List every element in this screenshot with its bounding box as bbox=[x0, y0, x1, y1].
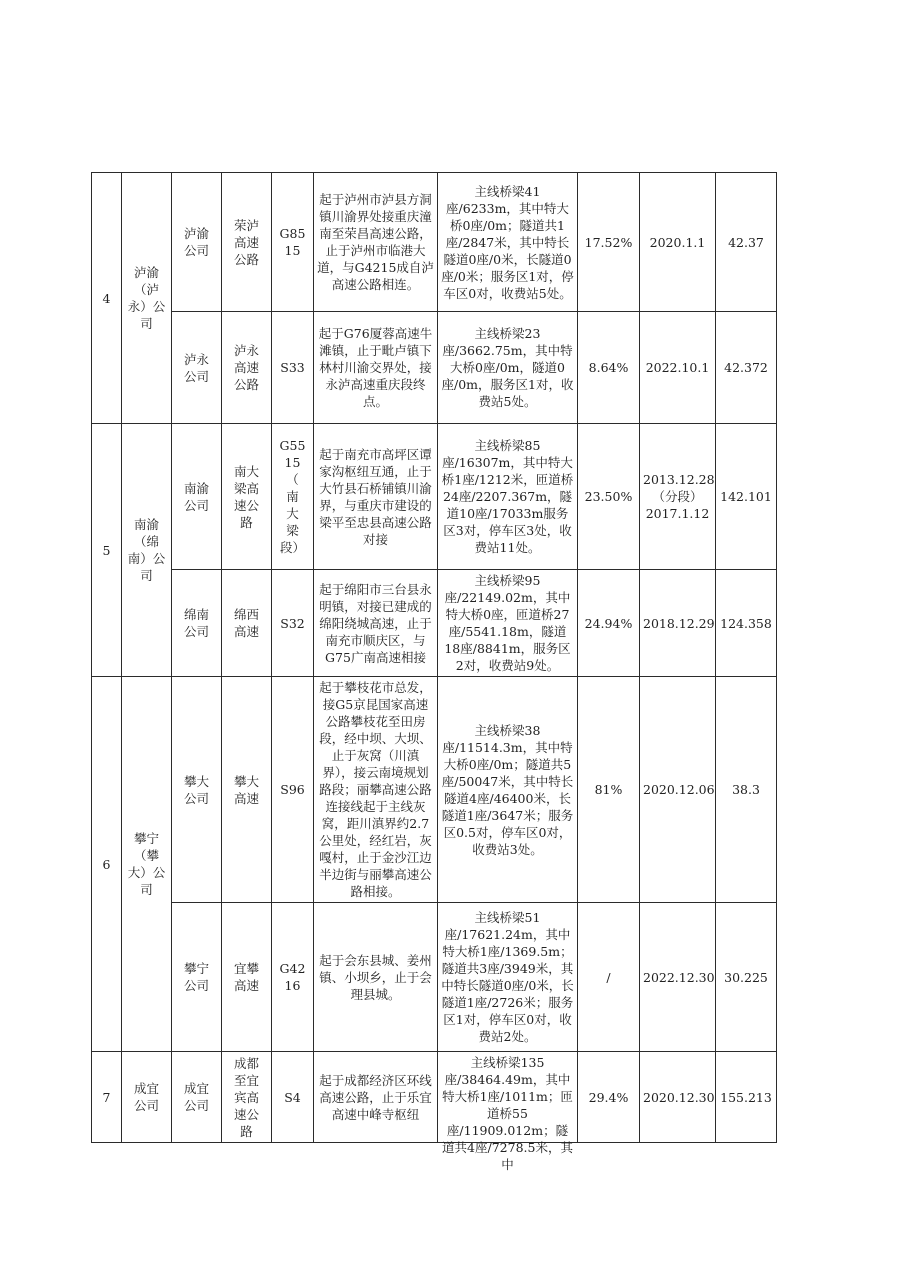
length-km: 42.372 bbox=[716, 312, 777, 424]
ratio: 17.52% bbox=[578, 173, 640, 312]
open-date bbox=[640, 903, 716, 1052]
road-name bbox=[222, 424, 272, 570]
subsidiary-name-text: 攀大 公司 bbox=[183, 773, 209, 806]
open-date bbox=[640, 677, 716, 903]
road-code bbox=[272, 312, 314, 424]
open-date bbox=[640, 173, 716, 312]
company-name-text: 泸渝（泸 永）公 司 bbox=[127, 265, 166, 331]
subsidiary-name-text: 泸渝 公司 bbox=[183, 226, 209, 258]
structure-details: 主线桥梁41座/6233m，其中特大桥0座/0m；隧道共1座/2847米，其中特长隧道0座/0米，长隧道0座/0米；服务区1对，停车区0对，收费站5处。 bbox=[438, 173, 578, 312]
company-name-text: 攀宁 （攀 大）公 司 bbox=[127, 831, 166, 897]
subsidiary-name bbox=[172, 424, 222, 570]
open-date bbox=[640, 424, 716, 570]
structure-details bbox=[438, 1052, 578, 1172]
structure-details: 主线桥梁23座/3662.75m，其中特大桥0座/0m，隧道0座/0m，服务区1对，收费站5处。 bbox=[438, 312, 578, 424]
subsidiary-name bbox=[172, 1052, 222, 1143]
road-name bbox=[222, 1052, 272, 1143]
open-date-text: 2020.1.1 bbox=[649, 234, 706, 250]
open-date-text: 2022.12.30 bbox=[643, 969, 715, 985]
open-date-text: 2020.12.30 bbox=[643, 1089, 715, 1105]
road-name bbox=[222, 173, 272, 312]
route-description: 起于G76厦蓉高速牛滩镇，止于毗卢镇下林村川渝交界处，接永泸高速重庆段终点。 bbox=[314, 312, 438, 424]
company-name bbox=[122, 677, 172, 1052]
table-row bbox=[92, 312, 777, 424]
subsidiary-name-text: 泸永 公司 bbox=[183, 351, 209, 384]
table-row bbox=[92, 424, 777, 570]
company-name bbox=[122, 173, 172, 424]
road-code-text: G85 15 bbox=[279, 226, 306, 258]
expressway-table bbox=[91, 172, 777, 1172]
length-km: 142.101 bbox=[716, 424, 777, 570]
company-name bbox=[122, 1052, 172, 1143]
road-code-text: S32 bbox=[280, 615, 305, 631]
road-name-text: 绵西 高速 bbox=[233, 607, 259, 639]
table-row bbox=[92, 903, 777, 1052]
ratio: 24.94% bbox=[578, 570, 640, 677]
road-name bbox=[222, 570, 272, 677]
structure-details: 主线桥梁51座/17621.24m，其中特大桥1座/1369.5m；隧道共3座/3949米，其中特长隧道0座/0米，长隧道1座/2726米；服务区1对，停车区0对，收费站2处。 bbox=[438, 903, 578, 1052]
row-number: 4 bbox=[92, 173, 122, 424]
subsidiary-name-text: 南渝 公司 bbox=[183, 480, 209, 513]
road-code-text: S33 bbox=[280, 360, 305, 375]
open-date bbox=[640, 1052, 716, 1143]
ratio: 81% bbox=[578, 677, 640, 903]
open-date-text: 2022.10.1 bbox=[645, 360, 710, 375]
length-km: 42.37 bbox=[716, 173, 777, 312]
length-km: 30.225 bbox=[716, 903, 777, 1052]
road-name-text: 荣泸 高速 公路 bbox=[233, 217, 259, 267]
length-km: 124.358 bbox=[716, 570, 777, 677]
route-description: 起于绵阳市三台县永明镇，对接已建成的绵阳绕城高速，止于南充市顺庆区，与G75广南高速相接 bbox=[314, 570, 438, 677]
subsidiary-name bbox=[172, 570, 222, 677]
length-km: 155.213 bbox=[716, 1052, 777, 1143]
ratio: / bbox=[578, 903, 640, 1052]
road-code-text: S4 bbox=[284, 1089, 301, 1105]
open-date bbox=[640, 312, 716, 424]
route-description: 起于攀枝花市总发，接G5京昆国家高速公路攀枝花至田房段，经中坝、大坝、止于灰窝（川滇界），接云南境规划路段；丽攀高速公路连接线起于主线灰窝，距川滇界约2.7公里处，经红岩，灰嘎村，止于金沙江边半边街与丽攀高速公路相接。 bbox=[314, 677, 438, 903]
table-row bbox=[92, 173, 777, 312]
subsidiary-name-text: 攀宁 公司 bbox=[183, 961, 209, 993]
road-name-text: 南大 梁高 速公 路 bbox=[233, 463, 259, 530]
road-code bbox=[272, 903, 314, 1052]
row-number: 7 bbox=[92, 1052, 122, 1143]
company-name-text: 南渝 （绵 南）公 司 bbox=[127, 517, 166, 583]
road-code bbox=[272, 424, 314, 570]
table-row bbox=[92, 570, 777, 677]
open-date-text: 2013.12.28 （分段） 2017.1.12 bbox=[643, 472, 715, 521]
route-description: 起于会东县城、姜州镇、小坝乡，止于会理县城。 bbox=[314, 903, 438, 1052]
structure-details: 主线桥梁95座/22149.02m，其中特大桥0座，匝道桥27座/5541.18m，隧道18座/8841m，服务区2对，收费站9处。 bbox=[438, 570, 578, 677]
road-name bbox=[222, 677, 272, 903]
road-code-text: G55 15 （ 南 大 梁 段） bbox=[279, 438, 306, 555]
ratio: 23.50% bbox=[578, 424, 640, 570]
table-row bbox=[92, 677, 777, 903]
road-code bbox=[272, 173, 314, 312]
row-number: 6 bbox=[92, 677, 122, 1052]
subsidiary-name bbox=[172, 173, 222, 312]
road-name-text: 泸永 高速 公路 bbox=[233, 343, 259, 392]
road-name bbox=[222, 903, 272, 1052]
road-name-text: 攀大 高速 bbox=[233, 773, 259, 806]
route-description: 起于泸州市泸县方洞镇川渝界处接重庆潼南至荣昌高速公路，止于泸州市临港大道，与G4215成自泸高速公路相连。 bbox=[314, 173, 438, 312]
company-name-text: 成宜 公司 bbox=[133, 1081, 159, 1113]
subsidiary-name-text: 绵南 公司 bbox=[183, 607, 209, 639]
subsidiary-name bbox=[172, 312, 222, 424]
length-km: 38.3 bbox=[716, 677, 777, 903]
structure-details: 主线桥梁85座/16307m，其中特大桥1座/1212米，匝道桥24座/2207.367m，隧道10座/17033m服务区3对，停车区3处，收费站11处。 bbox=[438, 424, 578, 570]
subsidiary-name bbox=[172, 903, 222, 1052]
structure-details-text: 主线桥梁135座/38464.49m，其中特大桥1座/1011m；匝道桥55座/11909.012m；隧道共4座/7278.5米，其中 bbox=[442, 1055, 573, 1172]
road-code bbox=[272, 570, 314, 677]
subsidiary-name bbox=[172, 677, 222, 903]
company-name bbox=[122, 424, 172, 677]
road-code-text: S96 bbox=[280, 782, 305, 797]
route-description: 起于南充市高坪区谭家沟枢纽互通，止于大竹县石桥铺镇川渝界，与重庆市建设的梁平至忠县高速公路对接 bbox=[314, 424, 438, 570]
road-code-text: G42 16 bbox=[279, 961, 306, 993]
open-date-text: 2018.12.29 bbox=[643, 615, 715, 631]
structure-details: 主线桥梁38座/11514.3m，其中特大桥0座/0m；隧道共5座/50047米，其中特长隧道4座/46400米，长隧道1座/3647米；服务区0.5对，停车区0对，收费站3处。 bbox=[438, 677, 578, 903]
ratio: 8.64% bbox=[578, 312, 640, 424]
subsidiary-name-text: 成宜 公司 bbox=[183, 1081, 209, 1113]
road-name-text: 宜攀 高速 bbox=[233, 961, 259, 993]
road-code bbox=[272, 677, 314, 903]
road-code bbox=[272, 1052, 314, 1143]
ratio: 29.4% bbox=[578, 1052, 640, 1143]
road-name bbox=[222, 312, 272, 424]
open-date bbox=[640, 570, 716, 677]
road-name-text: 成都 至宜 宾高 速公 路 bbox=[233, 1055, 259, 1139]
row-number: 5 bbox=[92, 424, 122, 677]
route-description: 起于成都经济区环线高速公路，止于乐宜高速中峰寺枢纽 bbox=[314, 1052, 438, 1143]
open-date-text: 2020.12.06 bbox=[643, 782, 715, 797]
table-row bbox=[92, 1052, 777, 1143]
